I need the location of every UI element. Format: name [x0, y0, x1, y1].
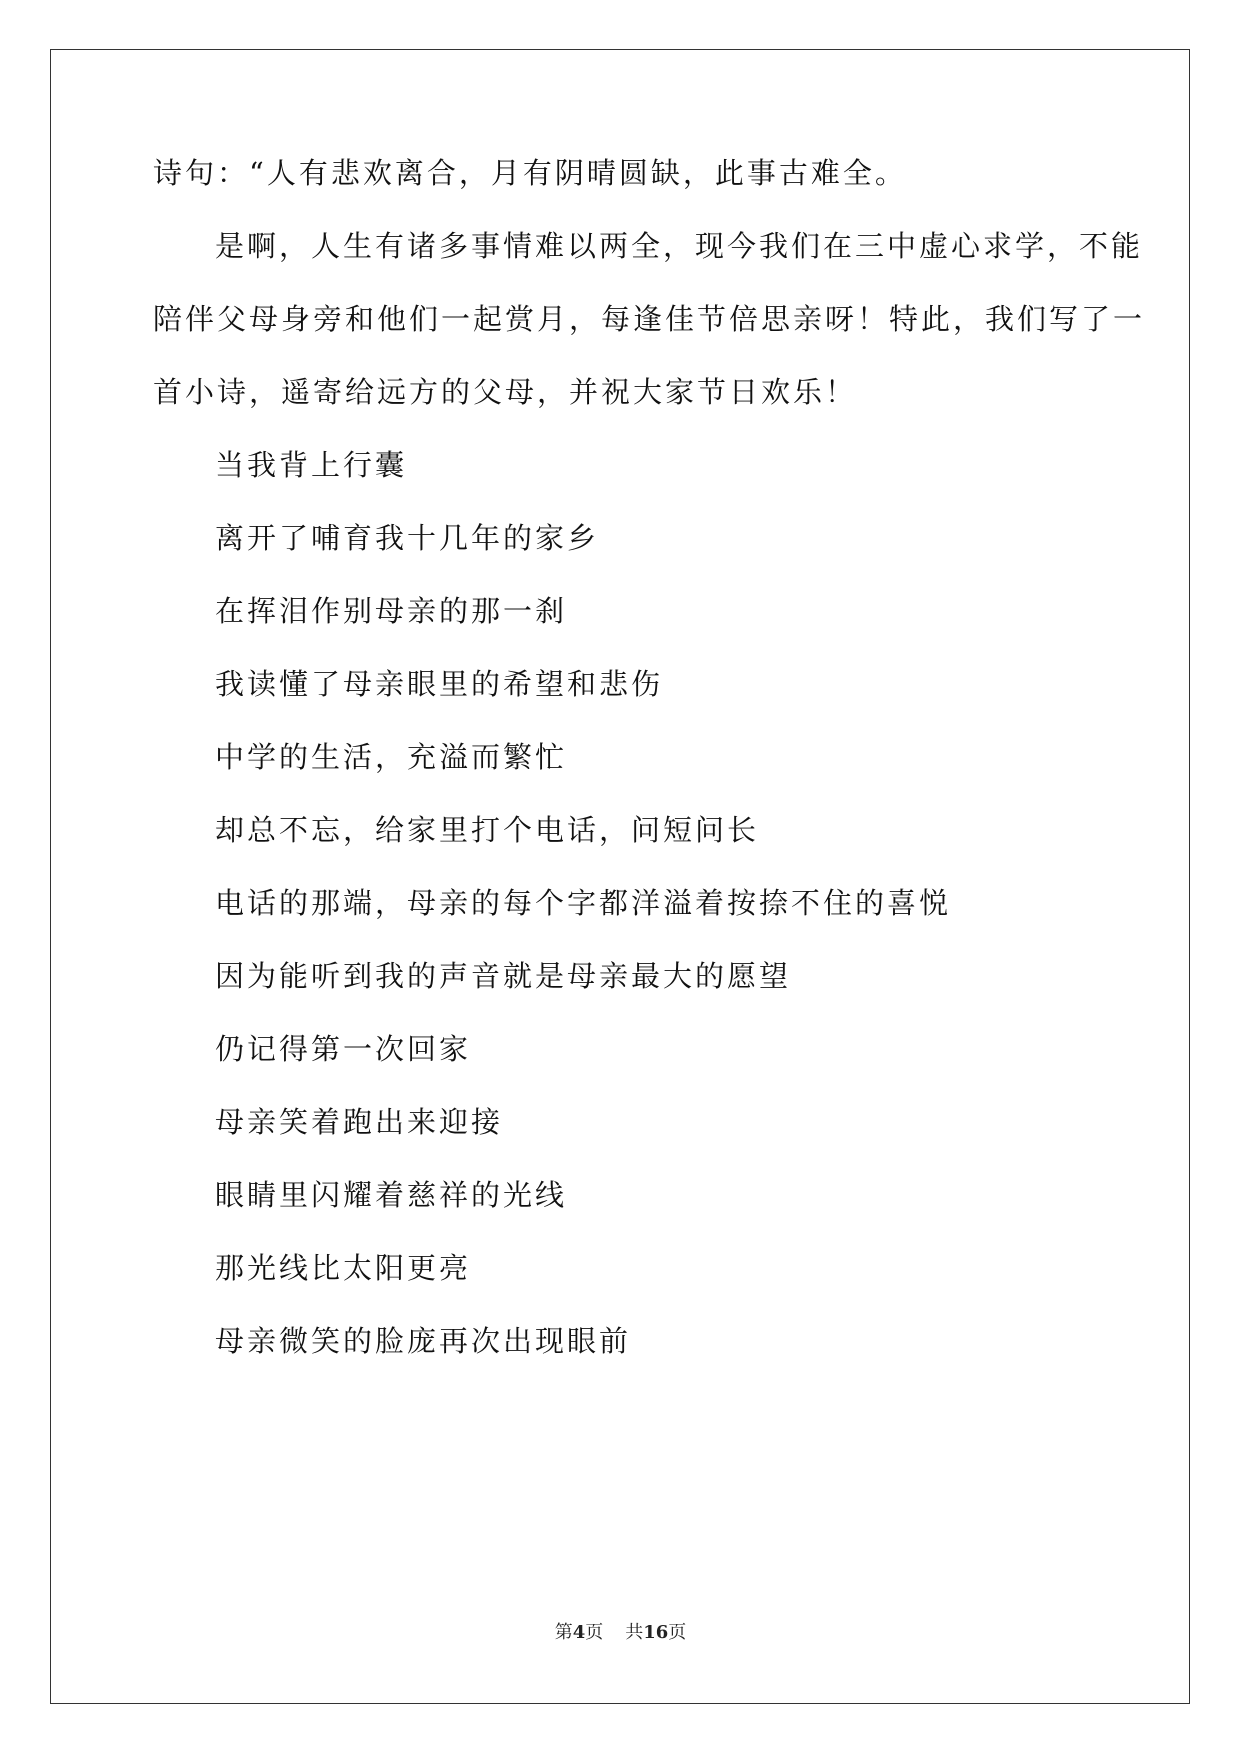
- footer-page-prefix: 第: [554, 1622, 573, 1643]
- poem-line-5: 中学的生活，充溢而繁忙: [215, 740, 568, 774]
- poem-line-8: 因为能听到我的声音就是母亲最大的愿望: [215, 959, 792, 993]
- poem-line-6: 却总不忘，给家里打个电话，问短问长: [215, 813, 760, 847]
- poem-line-7: 电话的那端，母亲的每个字都洋溢着按捺不住的喜悦: [215, 886, 952, 920]
- footer-total-pages: 16: [643, 1622, 669, 1643]
- page-footer: [0, 1618, 1241, 1644]
- poem-line-11: 眼睛里闪耀着慈祥的光线: [215, 1178, 568, 1212]
- footer-total-prefix: 共: [625, 1622, 644, 1643]
- poem-line-12: 那光线比太阳更亮: [215, 1251, 472, 1285]
- poem-line-2: 离开了哺育我十几年的家乡: [215, 521, 600, 555]
- paragraph-line-2: 是啊，人生有诸多事情难以两全，现今我们在三中虚心求学，不能: [215, 229, 1144, 263]
- poem-line-3: 在挥泪作别母亲的那一刹: [215, 594, 568, 628]
- paragraph-line-1: 诗句：“人有悲欢离合，月有阴晴圆缺，此事古难全。: [153, 156, 907, 190]
- poem-line-10: 母亲笑着跑出来迎接: [215, 1105, 504, 1139]
- paragraph-line-3: 陪伴父母身旁和他们一起赏月，每逢佳节倍思亲呀！特此，我们写了一: [153, 302, 1146, 336]
- poem-line-1: 当我背上行囊: [215, 448, 408, 482]
- page-border: [50, 49, 1190, 1704]
- footer-page-number: 4: [572, 1622, 586, 1643]
- poem-line-13: 母亲微笑的脸庞再次出现眼前: [215, 1324, 632, 1358]
- footer-total-suffix: 页: [668, 1622, 687, 1643]
- poem-line-9: 仍记得第一次回家: [215, 1032, 472, 1066]
- poem-line-4: 我读懂了母亲眼里的希望和悲伤: [215, 667, 664, 701]
- paragraph-line-4: 首小诗，遥寄给远方的父母，并祝大家节日欢乐！: [153, 375, 858, 409]
- footer-page-suffix: 页: [585, 1622, 604, 1643]
